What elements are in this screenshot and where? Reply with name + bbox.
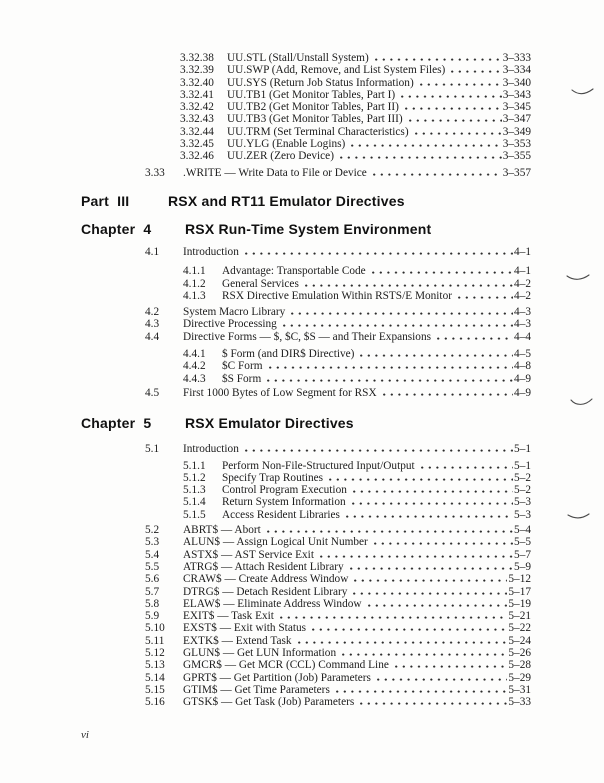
toc-entry-number: 3.32.38: [180, 52, 214, 64]
toc-entry-number: 5.9: [145, 610, 160, 623]
dot-leader: [401, 95, 502, 98]
toc-entry-page: 4–8: [514, 360, 531, 373]
toc-entry-number: 5.16: [145, 696, 165, 709]
toc-entry: [180, 113, 531, 125]
toc-entry: [145, 610, 531, 622]
toc-entry-page: 5–2: [514, 471, 531, 484]
toc-entry-title: Directive Forms — $, $C, $S — and Their Expansions: [183, 330, 431, 343]
toc-entry-title: Directive Processing: [183, 318, 277, 331]
toc-entry-number: 5.1.2: [183, 471, 206, 484]
dot-leader: [312, 628, 507, 631]
dot-leader: [409, 119, 502, 122]
dot-leader: [329, 478, 513, 481]
toc-entry-title: GLUN$ — Get LUN Information: [183, 646, 337, 659]
dot-leader: [353, 592, 507, 595]
toc-entry: [183, 460, 531, 472]
page-number: vi: [81, 729, 89, 741]
dot-leader: [351, 144, 501, 147]
toc-entry-title: Introduction: [183, 443, 239, 456]
toc-entry-number: 5.5: [145, 560, 160, 573]
toc-entry-title: $C Form: [222, 360, 263, 373]
toc-entry-page: 5–9: [514, 560, 531, 573]
toc-entry-page: 5–28: [508, 659, 531, 672]
toc-entry-number: 3.32.40: [180, 76, 214, 89]
pencil-check-mark-icon: [570, 397, 594, 407]
dot-leader: [269, 366, 514, 369]
toc-entry-page: 5–31: [508, 683, 531, 696]
part-label: Part III: [81, 192, 130, 209]
dot-leader: [360, 354, 513, 357]
toc-entry-title: UU.YLG (Enable Logins): [227, 138, 346, 151]
toc-entry-title: UU.STL (Stall/Unstall System): [227, 52, 369, 64]
dot-leader: [245, 449, 513, 452]
toc-entry: [180, 138, 531, 150]
toc-entry-title: EXTK$ — Extend Task: [183, 634, 292, 647]
toc-entry-title: EXST$ — Exit with Status: [183, 622, 307, 635]
toc-entry-number: 5.2: [145, 524, 160, 537]
toc-entry-title: DTRG$ — Detach Resident Library: [183, 585, 348, 598]
toc-entry-page: 5–7: [514, 548, 531, 561]
toc-entry-title: UU.TRM (Set Terminal Characteristics): [227, 125, 409, 138]
toc-entry-title: Advantage: Transportable Code: [222, 265, 366, 278]
toc-entry-number: 5.1: [145, 443, 160, 456]
toc-entry: [183, 360, 531, 372]
toc-entry-title: System Macro Library: [183, 306, 286, 319]
toc-entry: [145, 696, 531, 708]
toc-entry-page: 5–17: [508, 585, 531, 598]
toc-entry-number: 4.4: [145, 330, 160, 343]
dot-leader: [415, 132, 502, 135]
toc-group-ch5-directives: [145, 524, 531, 708]
toc-entry: [180, 150, 531, 162]
toc-entry-page: 3–353: [502, 138, 531, 151]
toc-entry: [183, 484, 531, 496]
chapter-5-label: Chapter 5: [81, 415, 152, 432]
dot-leader: [352, 502, 513, 505]
toc-entry-page: 3–355: [502, 150, 531, 163]
toc-entry: [180, 64, 531, 76]
toc-entry-page: 4–3: [514, 318, 531, 331]
toc-entry-number: 5.1.3: [183, 484, 206, 497]
toc-entry: [145, 672, 531, 684]
toc-entry-title: Introduction: [183, 245, 239, 258]
toc-entry-title: ALUN$ — Assign Logical Unit Number: [183, 536, 368, 549]
toc-entry-title: General Services: [222, 277, 299, 290]
toc-entry-title: $S Form: [222, 372, 262, 385]
toc-entry-page: 4–2: [514, 277, 531, 290]
dot-leader: [346, 515, 513, 518]
toc-entry-title: GPRT$ — Get Partition (Job) Parameters: [183, 671, 371, 684]
toc-entry-page: 3–345: [502, 101, 531, 114]
toc-entry-number: 5.13: [145, 659, 165, 672]
toc-entry-number: 3.33: [145, 166, 165, 179]
toc-entry: [145, 659, 531, 671]
toc-entry: [145, 561, 531, 573]
chapter-5-heading: [81, 416, 531, 431]
toc-group-ch4-intro: [145, 246, 531, 258]
toc-entry-page: 3–347: [502, 113, 531, 126]
toc-entry: [145, 622, 531, 634]
toc-entry: [180, 101, 531, 113]
toc-group-ch4-last-section: [145, 387, 531, 399]
toc-entry-number: 4.4.3: [183, 372, 206, 385]
toc-group-ch5-intro-subsections: [183, 460, 531, 521]
toc-entry: [183, 290, 531, 302]
toc-entry-number: 5.15: [145, 683, 165, 696]
dot-leader: [395, 665, 508, 668]
toc-group-ch4-sections: [145, 306, 531, 343]
toc-entry-number: 3.32.44: [180, 125, 214, 138]
toc-entry-title: .WRITE — Write Data to File or Device: [183, 166, 367, 179]
toc-entry: [183, 265, 531, 277]
toc-entry-page: 4–1: [514, 245, 531, 258]
toc-entry-number: 4.5: [145, 386, 160, 399]
dot-leader: [305, 284, 513, 287]
toc-entry: [145, 647, 531, 659]
toc-entry-title: ATRG$ — Attach Resident Library: [183, 560, 344, 573]
dot-leader: [375, 58, 502, 61]
toc-entry-number: 5.1.4: [183, 496, 206, 509]
dot-leader: [353, 490, 513, 493]
toc-entry: [180, 77, 531, 89]
toc-entry-title: ASTX$ — AST Service Exit: [183, 548, 314, 561]
chapter-5-title: RSX Emulator Directives: [185, 415, 354, 432]
dot-leader: [421, 466, 513, 469]
pencil-check-mark-icon: [566, 272, 590, 282]
toc-entry-title: ELAW$ — Eliminate Address Window: [183, 597, 362, 610]
toc-entry-title: Control Program Execution: [222, 484, 347, 497]
toc-entry-page: 3–334: [502, 64, 531, 77]
part-heading: [81, 194, 531, 209]
toc-entry-number: 4.2: [145, 306, 160, 319]
toc-group-ch4-forms-subsections: [183, 348, 531, 385]
toc-entry-title: GTIM$ — Get Time Parameters: [183, 683, 330, 696]
dot-leader: [437, 337, 513, 340]
toc-entry-page: 3–340: [502, 76, 531, 89]
toc-entry-number: 4.1: [145, 245, 160, 258]
toc-entry-page: 4–5: [514, 348, 531, 361]
dot-leader: [350, 567, 513, 570]
dot-leader: [267, 530, 513, 533]
dot-leader: [377, 678, 508, 681]
table-of-contents: [81, 52, 531, 709]
toc-entry-number: 5.8: [145, 597, 160, 610]
toc-entry: [183, 509, 531, 521]
pencil-check-mark-icon: [567, 511, 591, 521]
dot-leader: [298, 641, 508, 644]
toc-entry-number: 3.32.41: [180, 88, 214, 101]
toc-entry: [145, 536, 531, 548]
toc-entry-page: 5–1: [514, 459, 531, 472]
dot-leader: [373, 173, 502, 176]
dot-leader: [368, 604, 508, 607]
toc-entry-title: UU.TB2 (Get Monitor Tables, Part II): [227, 101, 399, 114]
toc-entry-number: 5.3: [145, 536, 160, 549]
dot-leader: [354, 579, 507, 582]
toc-entry: [183, 472, 531, 484]
dot-leader: [458, 296, 513, 299]
toc-entry: [145, 573, 531, 585]
toc-entry-page: 5–4: [514, 524, 531, 537]
toc-entry-title: UU.SYS (Return Job Status Information): [227, 76, 414, 89]
toc-entry-number: 4.4.2: [183, 360, 206, 373]
toc-entry-page: 5–3: [514, 508, 531, 521]
toc-group-ch4-intro-subsections: [183, 265, 531, 302]
toc-entry-page: 5–29: [508, 671, 531, 684]
toc-entry-page: 5–19: [508, 597, 531, 610]
toc-group-uu-subsections: [180, 52, 531, 163]
toc-entry-number: 5.7: [145, 585, 160, 598]
toc-entry: [180, 52, 531, 64]
toc-entry-number: 3.32.46: [180, 150, 214, 163]
toc-group-write-directive: [145, 167, 531, 179]
toc-entry-title: GMCR$ — Get MCR (CCL) Command Line: [183, 659, 389, 672]
toc-entry: [145, 598, 531, 610]
toc-entry-title: CRAW$ — Create Address Window: [183, 573, 349, 586]
toc-entry-number: 5.6: [145, 573, 160, 586]
toc-entry-number: 5.1.5: [183, 508, 206, 521]
toc-entry-number: 5.14: [145, 671, 165, 684]
toc-entry-title: Return System Information: [222, 496, 346, 509]
toc-entry-page: 3–343: [502, 88, 531, 101]
toc-entry-number: 5.4: [145, 548, 160, 561]
chapter-4-title: RSX Run-Time System Environment: [185, 220, 432, 237]
dot-leader: [420, 83, 502, 86]
dot-leader: [342, 653, 507, 656]
toc-entry-page: 5–1: [514, 443, 531, 456]
toc-entry-number: 4.3: [145, 318, 160, 331]
toc-entry: [145, 524, 531, 536]
dot-leader: [405, 107, 502, 110]
dot-leader: [374, 542, 513, 545]
dot-leader: [291, 312, 513, 315]
toc-entry: [145, 387, 531, 399]
toc-entry: [145, 684, 531, 696]
toc-entry-number: 5.12: [145, 646, 165, 659]
toc-entry-page: 5–12: [508, 573, 531, 586]
toc-entry-title: Specify Trap Routines: [222, 471, 324, 484]
toc-entry: [145, 246, 531, 258]
toc-entry-page: 4–9: [514, 386, 531, 399]
toc-entry-title: Perform Non-File-Structured Input/Output: [222, 459, 415, 472]
dot-leader: [360, 702, 507, 705]
toc-group-ch5-intro: [145, 443, 531, 455]
dot-leader: [451, 70, 501, 73]
toc-entry-page: 3–357: [502, 166, 531, 179]
toc-entry-page: 4–9: [514, 372, 531, 385]
toc-entry-number: 4.4.1: [183, 348, 206, 361]
dot-leader: [280, 616, 507, 619]
toc-entry-page: 5–26: [508, 646, 531, 659]
part-title: RSX and RT11 Emulator Directives: [168, 192, 405, 209]
toc-entry-number: 5.11: [145, 634, 165, 647]
toc-entry-title: UU.TB1 (Get Monitor Tables, Part I): [227, 88, 396, 101]
toc-entry-title: $ Form (and DIR$ Directive): [222, 348, 355, 361]
toc-entry-number: 5.10: [145, 622, 165, 635]
toc-entry: [145, 306, 531, 318]
toc-entry-number: 3.32.39: [180, 64, 214, 77]
toc-entry-page: 4–4: [514, 330, 531, 343]
toc-entry-page: 5–24: [508, 634, 531, 647]
toc-entry-page: 5–2: [514, 484, 531, 497]
pencil-check-mark-icon: [571, 87, 595, 97]
toc-entry-title: First 1000 Bytes of Low Segment for RSX: [183, 386, 377, 399]
toc-entry: [145, 635, 531, 647]
dot-leader: [383, 393, 513, 396]
toc-entry-page: 4–2: [514, 289, 531, 302]
toc-entry-number: 4.1.1: [183, 265, 206, 278]
toc-entry-title: UU.SWP (Add, Remove, and List System Files): [227, 64, 446, 77]
toc-entry-page: 3–349: [502, 125, 531, 138]
toc-entry-title: Access Resident Libraries: [222, 508, 340, 521]
toc-entry: [180, 89, 531, 101]
toc-entry-page: 4–3: [514, 306, 531, 319]
toc-entry-page: 5–33: [508, 696, 531, 709]
toc-entry-title: UU.ZER (Zero Device): [227, 150, 334, 163]
toc-entry-page: 5–5: [514, 536, 531, 549]
toc-entry-page: 5–21: [508, 610, 531, 623]
toc-entry: [145, 586, 531, 598]
toc-entry-page: 3–333: [502, 52, 531, 64]
toc-entry-page: 5–22: [508, 622, 531, 635]
toc-entry-title: ABRT$ — Abort: [183, 524, 261, 537]
toc-entry-title: UU.TB3 (Get Monitor Tables, Part III): [227, 113, 403, 126]
toc-entry: [183, 373, 531, 385]
chapter-4-label: Chapter 4: [81, 220, 152, 237]
toc-entry: [145, 331, 531, 343]
toc-entry: [183, 496, 531, 508]
toc-entry-number: 3.32.43: [180, 113, 214, 126]
toc-entry-number: 4.1.3: [183, 289, 206, 302]
toc-entry-title: RSX Directive Emulation Within RSTS/E Monitor: [222, 289, 452, 302]
toc-entry: [145, 167, 531, 179]
dot-leader: [267, 379, 513, 382]
toc-entry-page: 4–1: [514, 265, 531, 278]
toc-entry-number: 5.1.1: [183, 459, 206, 472]
dot-leader: [320, 555, 513, 558]
toc-entry-number: 3.32.42: [180, 101, 214, 114]
toc-entry-title: EXIT$ — Task Exit: [183, 610, 274, 623]
toc-entry: [183, 348, 531, 360]
toc-entry: [145, 549, 531, 561]
dot-leader: [340, 156, 502, 159]
toc-entry: [145, 443, 531, 455]
toc-entry: [183, 278, 531, 290]
dot-leader: [283, 324, 513, 327]
toc-entry-number: 3.32.45: [180, 138, 214, 151]
toc-entry-number: 4.1.2: [183, 277, 206, 290]
toc-entry: [145, 318, 531, 330]
chapter-4-heading: [81, 222, 531, 237]
toc-entry: [180, 126, 531, 138]
toc-entry-title: GTSK$ — Get Task (Job) Parameters: [183, 696, 355, 709]
dot-leader: [336, 690, 508, 693]
dot-leader: [245, 252, 513, 255]
dot-leader: [372, 271, 513, 274]
toc-entry-page: 5–3: [514, 496, 531, 509]
